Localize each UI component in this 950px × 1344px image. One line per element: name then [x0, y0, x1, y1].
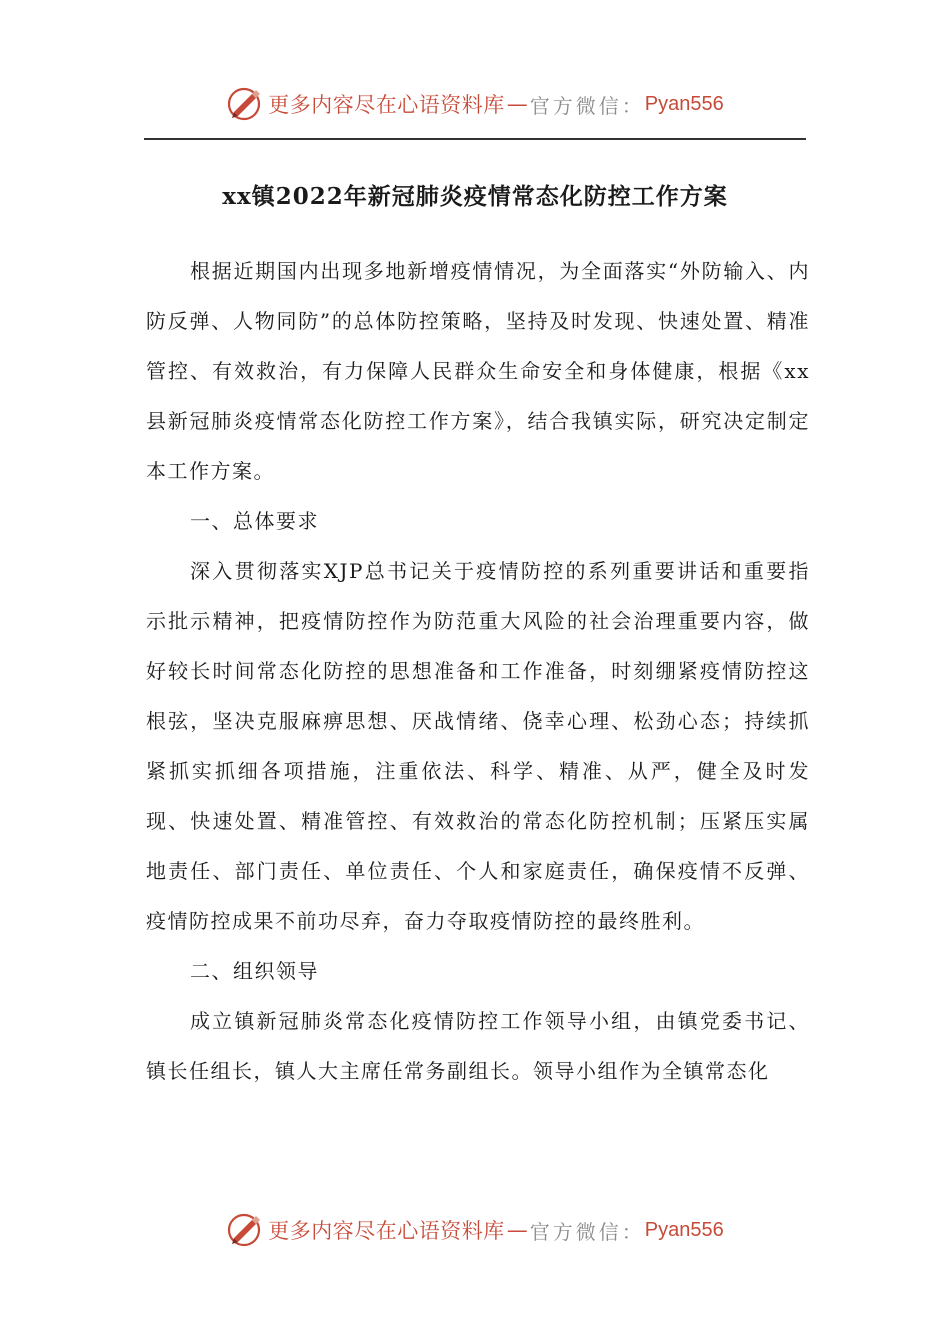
pen-logo-icon [226, 86, 264, 122]
section-heading-1: 一、总体要求 [190, 509, 319, 533]
watermark-sub: 官方微信： [529, 93, 645, 118]
section-heading-2: 二、组织领导 [190, 959, 319, 983]
header-divider [144, 138, 806, 140]
watermark-text: 更多内容尽在心语资料库 [268, 93, 505, 117]
footer-watermark [0, 1208, 950, 1252]
watermark-wechat-id: Pyan556 [644, 92, 724, 115]
watermark-separator: — [506, 1218, 528, 1242]
watermark-sub: 官方微信： [529, 1219, 645, 1244]
watermark-separator: — [506, 92, 528, 116]
watermark-wechat-id: Pyan556 [644, 1218, 724, 1241]
paragraph-leadership: 成立镇新冠肺炎常态化疫情防控工作领导小组，由镇党委书记、镇长任组长，镇人大主席任常务副组长。领导小组作为全镇常态化 [146, 1009, 810, 1083]
document-body [146, 246, 810, 1096]
header-watermark [0, 82, 950, 126]
watermark-text: 更多内容尽在心语资料库 [268, 1219, 505, 1243]
paragraph-requirements: 深入贯彻落实XJP总书记关于疫情防控的系列重要讲话和重要指示批示精神，把疫情防控作为防范重大风险的社会治理重要内容，做好较长时间常态化防控的思想准备和工作准备，时刻绷紧疫情防控这根弦，坚决克服麻痹思想、厌战情绪、侥幸心理、松劲心态；持续抓紧抓实抓细各项措施，注重依法、科学、精准、从严，健全及时发现、快速处置、精准管控、有效救治的常态化防控机制；压紧压实属地责任、部门责任、单位责任、个人和家庭责任，确保疫情不反弹、疫情防控成果不前功尽弃，奋力夺取疫情防控的最终胜利。 [146, 559, 810, 933]
pen-logo-icon [226, 1212, 264, 1248]
document-title: xx镇2022年新冠肺炎疫情常态化防控工作方案 [222, 183, 728, 210]
paragraph-intro: 根据近期国内出现多地新增疫情情况，为全面落实“外防输入、内防反弹、人物同防”的总体防控策略，坚持及时发现、快速处置、精准管控、有效救治，有力保障人民群众生命安全和身体健康，根据《xx县新冠肺炎疫情常态化防控工作方案》，结合我镇实际，研究决定制定本工作方案。 [146, 259, 810, 483]
